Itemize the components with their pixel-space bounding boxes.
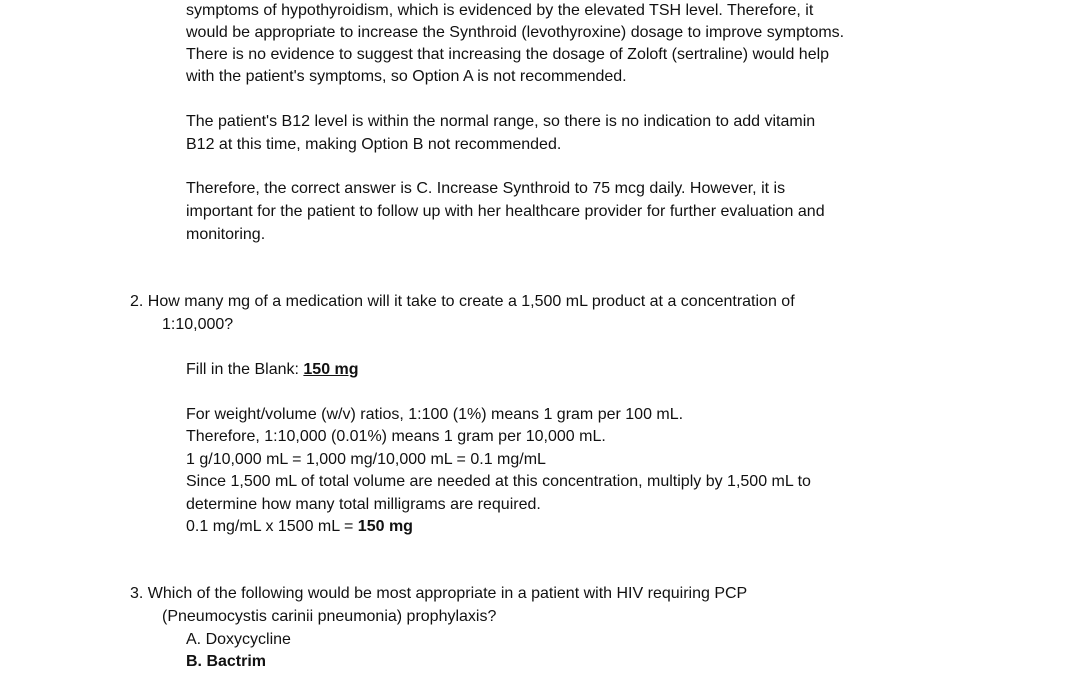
question-2-text-cont: 1:10,000? — [162, 316, 234, 333]
paragraph-line: with the patient's symptoms, so Option A is not recommended. — [186, 68, 627, 85]
paragraph-line: There is no evidence to suggest that increasing the dosage of Zoloft (sertraline) would help — [186, 46, 830, 63]
option-b: B. Bactrim — [186, 653, 267, 670]
paragraph-line: important for the patient to follow up with her healthcare provider for further evaluation and — [186, 203, 825, 220]
paragraph-line: The patient's B12 level is within the normal range, so there is no indication to add vitamin — [186, 113, 816, 130]
final-answer: 150 mg — [357, 518, 413, 535]
option-a: A. Doxycycline — [186, 631, 291, 648]
paragraph-line: monitoring. — [186, 226, 266, 243]
question-2-text: 2. How many mg of a medication will it take to create a 1,500 mL product at a concentration of — [130, 293, 795, 310]
paragraph-line: would be appropriate to increase the Synthroid (levothyroxine) dosage to improve symptoms. — [186, 24, 845, 41]
explanation-line: 1 g/10,000 mL = 1,000 mg/10,000 mL = 0.1 mg/mL — [186, 451, 546, 468]
paragraph-line: symptoms of hypothyroidism, which is evidenced by the elevated TSH level. Therefore, it — [186, 2, 814, 19]
explanation-line: For weight/volume (w/v) ratios, 1:100 (1%) means 1 gram per 100 mL. — [186, 406, 684, 423]
explanation-line: Since 1,500 mL of total volume are needed at this concentration, multiply by 1,500 mL to — [186, 473, 811, 490]
paragraph-line: B12 at this time, making Option B not recommended. — [186, 136, 562, 153]
fill-in-blank-label: Fill in the Blank: — [186, 361, 304, 378]
paragraph-line: Therefore, the correct answer is C. Increase Synthroid to 75 mcg daily. However, it is — [186, 180, 786, 197]
explanation-line: determine how many total milligrams are required. — [186, 496, 541, 513]
final-calculation-prefix: 0.1 mg/mL x 1500 mL = — [186, 518, 358, 535]
explanation-line: Therefore, 1:10,000 (0.01%) means 1 gram per 10,000 mL. — [186, 428, 606, 445]
final-calculation — [186, 516, 413, 539]
question-3-text-cont: (Pneumocystis carinii pneumonia) prophylaxis? — [162, 608, 497, 625]
fill-in-blank-answer: 150 mg — [303, 361, 359, 378]
question-3-text: 3. Which of the following would be most appropriate in a patient with HIV requiring PCP — [130, 585, 748, 602]
fill-in-blank — [186, 359, 359, 382]
